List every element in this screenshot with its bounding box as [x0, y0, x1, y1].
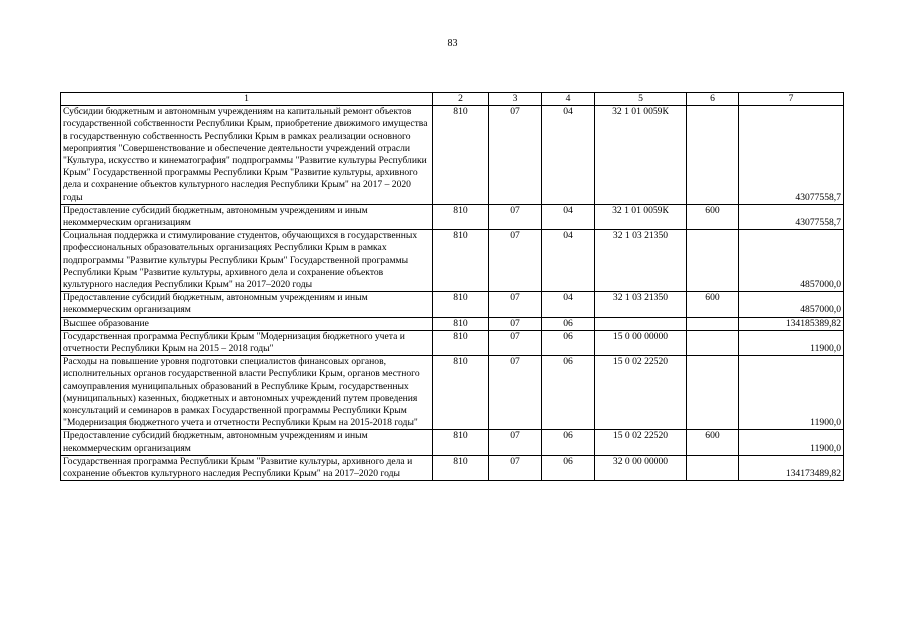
cell-amount: 11900,0: [739, 430, 844, 455]
cell-section-code: 07: [489, 317, 542, 330]
cell-target-article: 32 1 03 21350: [595, 230, 687, 292]
column-header: 7: [739, 93, 844, 106]
cell-subsection-code: 04: [542, 292, 595, 317]
column-header: 6: [687, 93, 739, 106]
cell-expense-type: [687, 356, 739, 430]
cell-ministry-code: 810: [433, 455, 489, 480]
column-header: 3: [489, 93, 542, 106]
cell-subsection-code: 06: [542, 356, 595, 430]
cell-ministry-code: 810: [433, 106, 489, 205]
table-row: [61, 317, 844, 330]
table-row: [61, 455, 844, 480]
column-header: 1: [61, 93, 433, 106]
cell-section-code: 07: [489, 230, 542, 292]
cell-section-code: 07: [489, 330, 542, 355]
row-description: Предоставление субсидий бюджетным, автономным учреждениям и иным некоммерческим организациям: [61, 292, 433, 317]
cell-target-article: 32 0 00 00000: [595, 455, 687, 480]
cell-section-code: 07: [489, 292, 542, 317]
cell-ministry-code: 810: [433, 292, 489, 317]
cell-subsection-code: 04: [542, 204, 595, 229]
cell-section-code: 07: [489, 106, 542, 205]
table-row: [61, 292, 844, 317]
row-description: Предоставление субсидий бюджетным, автономным учреждениям и иным некоммерческим организациям: [61, 204, 433, 229]
page-number: 83: [447, 38, 458, 49]
table-row: [61, 356, 844, 430]
row-description: Высшее образование: [61, 317, 433, 330]
row-description: Предоставление субсидий бюджетным, автономным учреждениям и иным некоммерческим организациям: [61, 430, 433, 455]
cell-subsection-code: 04: [542, 106, 595, 205]
cell-target-article: 32 1 01 0059К: [595, 204, 687, 229]
cell-target-article: 32 1 01 0059К: [595, 106, 687, 205]
cell-section-code: 07: [489, 356, 542, 430]
cell-amount: 134185389,82: [739, 317, 844, 330]
cell-expense-type: 600: [687, 204, 739, 229]
cell-amount: 4857000,0: [739, 230, 844, 292]
row-description: Субсидии бюджетным и автономным учреждениям на капитальный ремонт объектов государственной собственности Республики Крым, приобретение движимого имущества в государственную собственность Республики Крым в рамках реализации основного мероприятия "Совершенствование и обеспечение деятельности учреждений отрасли "Культура, искусство и кинематография" подпрограммы "Развитие культуры Республики Крым" Государственной программы Республики Крым "Развитие культуры, архивного дела и сохранение объектов культурного наследия Республики Крым" на 2017 – 2020 годы: [61, 106, 433, 205]
cell-amount: 43077558,7: [739, 204, 844, 229]
cell-target-article: 32 1 03 21350: [595, 292, 687, 317]
cell-ministry-code: 810: [433, 430, 489, 455]
cell-amount: 4857000,0: [739, 292, 844, 317]
column-header: 5: [595, 93, 687, 106]
cell-amount: 134173489,82: [739, 455, 844, 480]
table-row: [61, 330, 844, 355]
column-header-row: [61, 93, 844, 106]
row-description: Социальная поддержка и стимулирование студентов, обучающихся в государственных профессиональных образовательных организациях Республики Крым в рамках подпрограммы "Развитие культуры Республики Крым" Государственной программы Республики Крым "Развитие культуры, архивного дела и сохранение объектов культурного наследия Республики Крым" на 2017–2020 годы: [61, 230, 433, 292]
cell-expense-type: [687, 230, 739, 292]
cell-expense-type: 600: [687, 430, 739, 455]
cell-target-article: 15 0 00 00000: [595, 330, 687, 355]
cell-section-code: 07: [489, 204, 542, 229]
cell-expense-type: [687, 317, 739, 330]
row-description: Государственная программа Республики Крым "Модернизация бюджетного учета и отчетности Республики Крым на 2015 – 2018 годы": [61, 330, 433, 355]
cell-amount: 11900,0: [739, 356, 844, 430]
cell-expense-type: 600: [687, 292, 739, 317]
cell-amount: 43077558,7: [739, 106, 844, 205]
column-header: 2: [433, 93, 489, 106]
cell-expense-type: [687, 455, 739, 480]
table-row: [61, 230, 844, 292]
cell-subsection-code: 06: [542, 455, 595, 480]
cell-ministry-code: 810: [433, 204, 489, 229]
table-row: [61, 106, 844, 205]
cell-ministry-code: 810: [433, 330, 489, 355]
cell-subsection-code: 06: [542, 430, 595, 455]
table-row: [61, 204, 844, 229]
cell-ministry-code: 810: [433, 230, 489, 292]
cell-subsection-code: 04: [542, 230, 595, 292]
cell-section-code: 07: [489, 430, 542, 455]
budget-table: [60, 92, 844, 481]
cell-expense-type: [687, 330, 739, 355]
cell-target-article: 15 0 02 22520: [595, 430, 687, 455]
cell-section-code: 07: [489, 455, 542, 480]
cell-amount: 11900,0: [739, 330, 844, 355]
cell-target-article: 15 0 02 22520: [595, 356, 687, 430]
cell-ministry-code: 810: [433, 317, 489, 330]
cell-expense-type: [687, 106, 739, 205]
row-description: Государственная программа Республики Крым "Развитие культуры, архивного дела и сохранение объектов культурного наследия Республики Крым" на 2017–2020 годы: [61, 455, 433, 480]
cell-ministry-code: 810: [433, 356, 489, 430]
row-description: Расходы на повышение уровня подготовки специалистов финансовых органов, исполнительных органов государственной власти Республики Крым, органов местного самоуправления муниципальных образований в Республике Крым, государственных (муниципальных) казенных, бюджетных и автономных учреждений путем проведения консультаций и семинаров в рамках Государственной программы Республики Крым "Модернизация бюджетного учета и отчетности Республики Крым на 2015-2018 годы": [61, 356, 433, 430]
column-header: 4: [542, 93, 595, 106]
table-row: [61, 430, 844, 455]
cell-target-article: [595, 317, 687, 330]
cell-subsection-code: 06: [542, 317, 595, 330]
cell-subsection-code: 06: [542, 330, 595, 355]
